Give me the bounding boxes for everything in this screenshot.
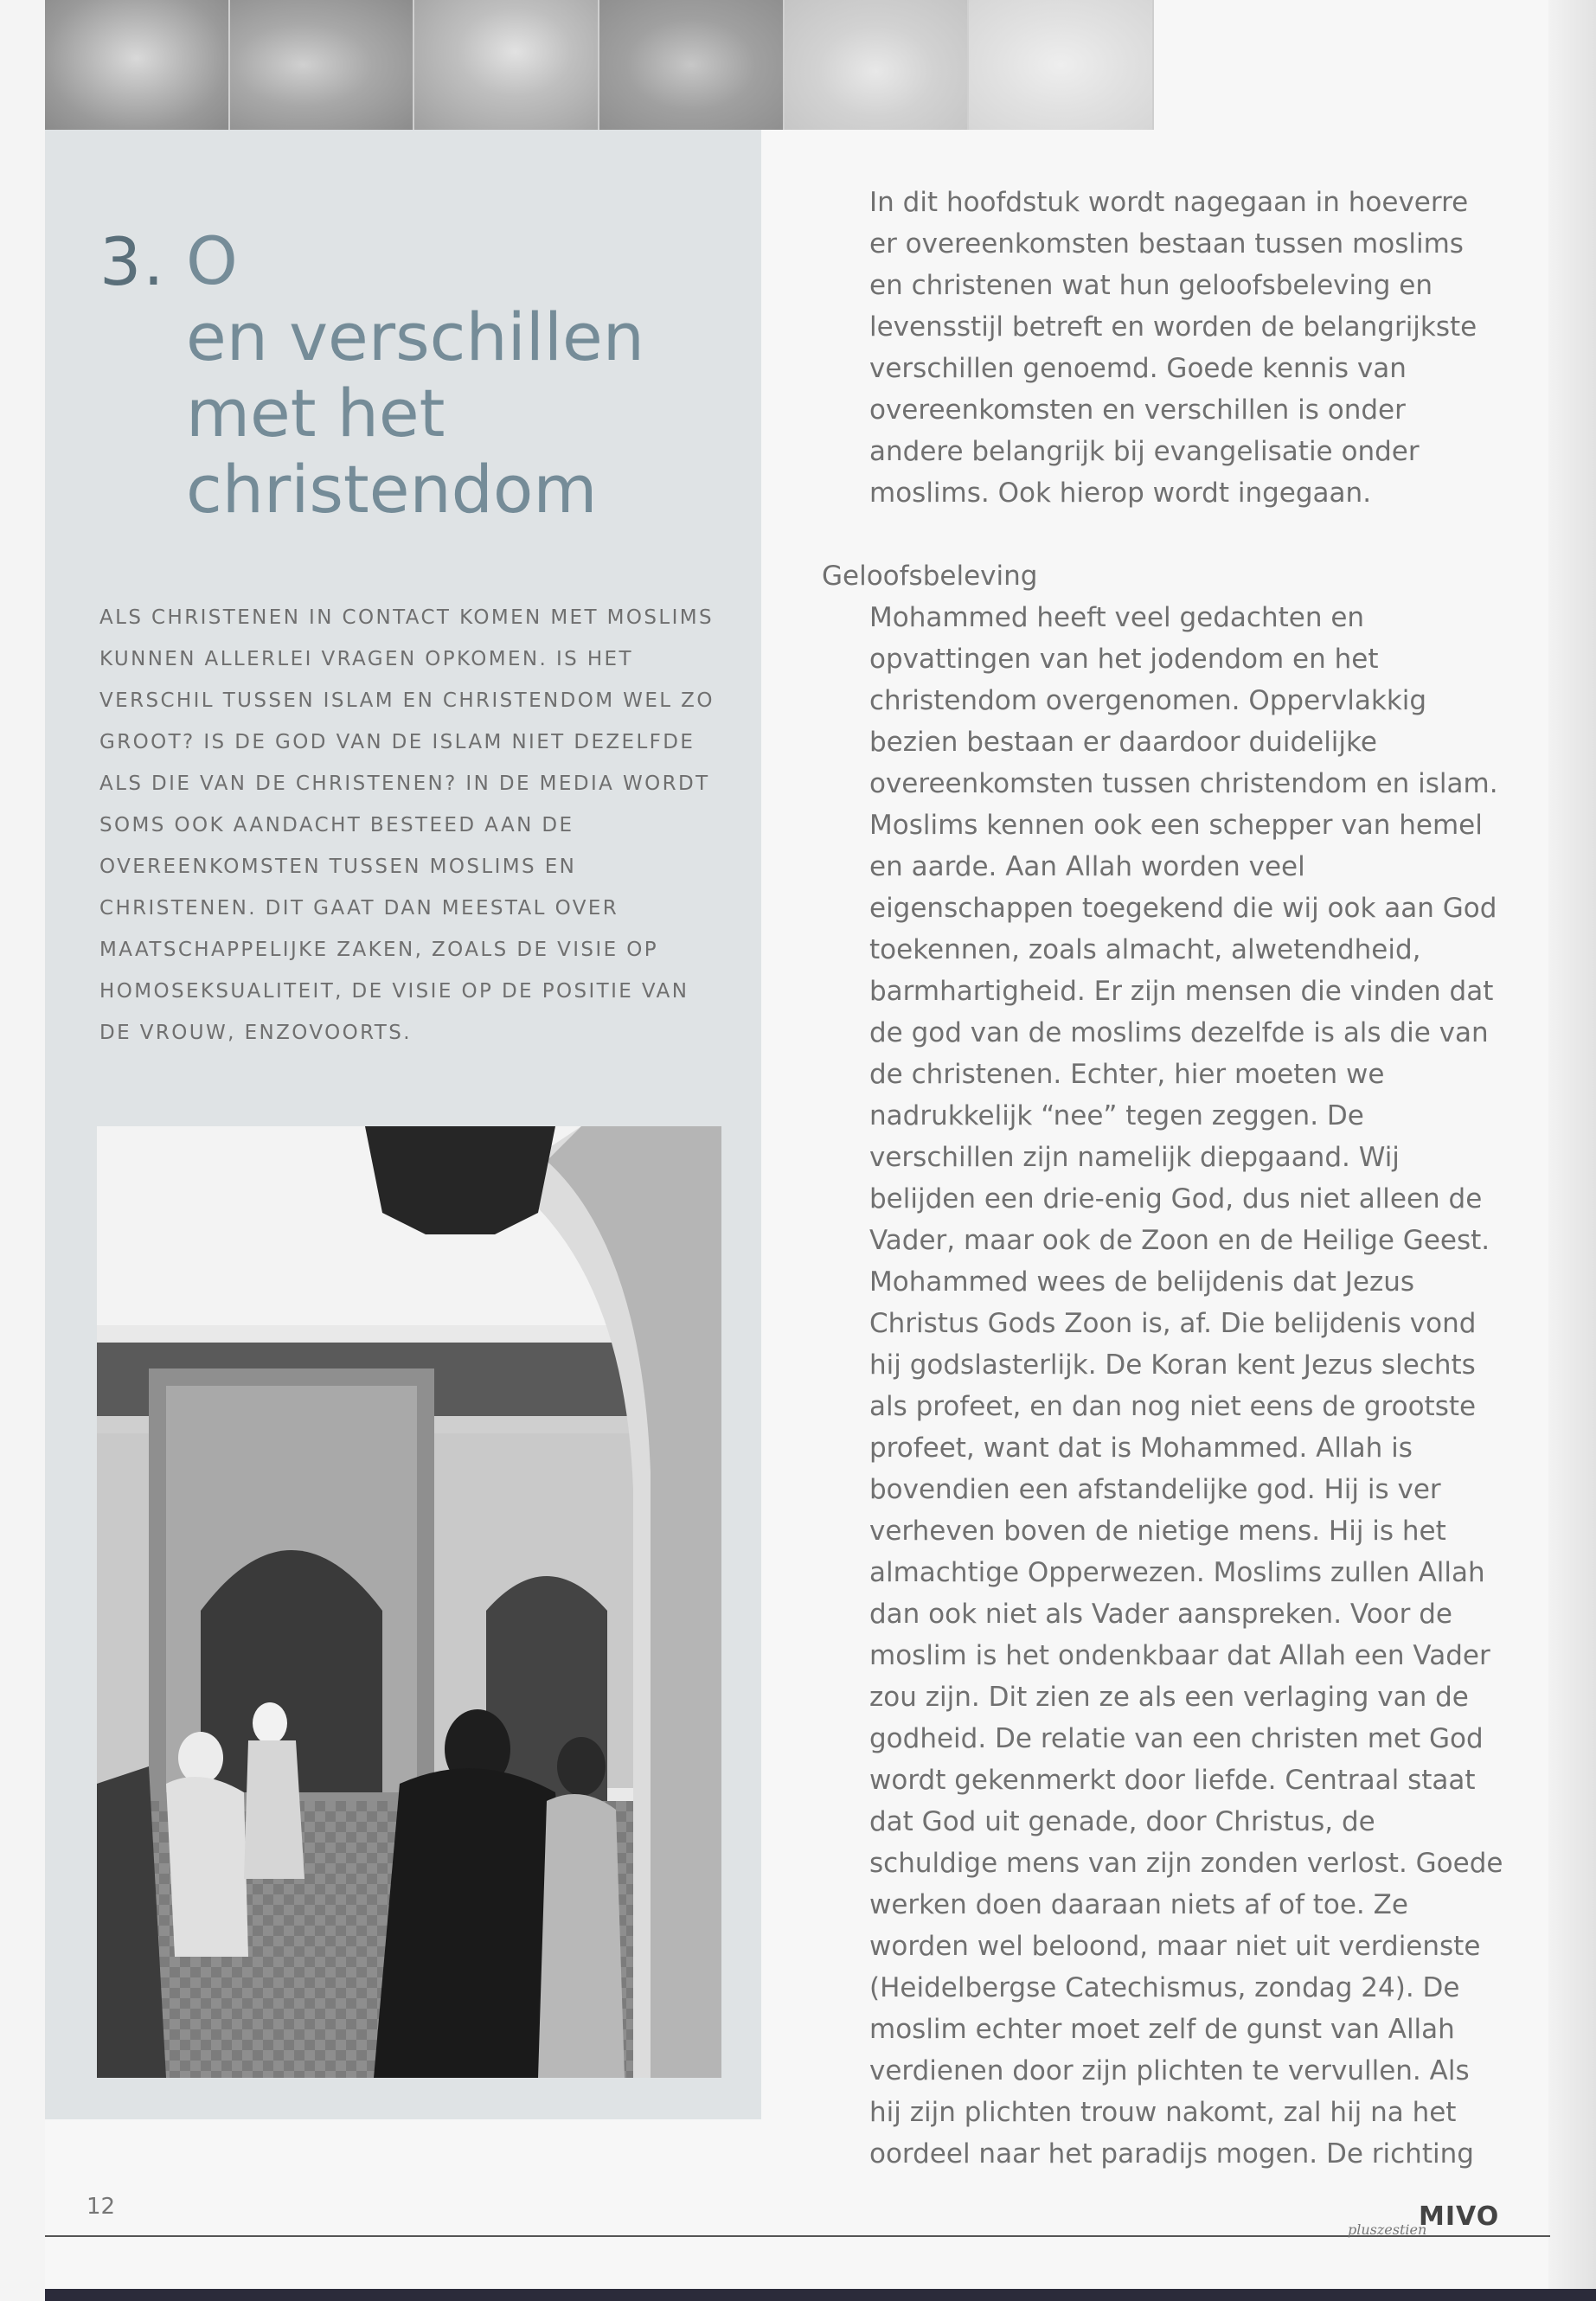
portrait-photo <box>45 0 230 130</box>
portrait-photo <box>599 0 785 130</box>
body-section-paragraph <box>869 597 1505 2175</box>
lead-text: In dit hoofdstuk wordt nagegaan in hoeverre er overeenkomsten bestaan tussen moslims en christenen wat hun geloofsbeleving en levensstijl betreft en worden de belangrijkste verschillen genoemd. Goede kennis van overeenkomsten en verschillen is onder andere belangrijk bij evangelisatie onder moslims. Ook hierop wordt ingegaan. <box>869 187 1477 509</box>
page-edge-right <box>1548 0 1596 2301</box>
brand-logo: MIVO <box>1419 2202 1500 2232</box>
section-text: Mohammed heeft veel gedachten en opvattingen van het jodendom en het christendom overgenomen. Oppervlakkig bezien bestaan er daardoor duidelijke overeenkomsten tussen christendom en islam. Moslims kennen ook een schepper van hemel en aarde. Aan Allah worden veel eigenschappen toegekend die wij ook aan God toekennen, zoals almacht, alwetendheid, barmhartigheid. Er zijn mensen die vinden dat de god van de moslims dezelfde is als die van de christenen. Echter, hier moeten we nadrukkelijk “nee” tegen zeggen. De verschillen zijn namelijk diepgaand. Wij belijden een drie-enig God, dus niet alleen de Vader, maar ook de Zoon en de Heilige Geest. Mohammed wees de belijdenis dat Jezus Christus Gods Zoon is, af. Die belijdenis vond hij godslasterlijk. De Koran kent Jezus slechts als profeet, en dan nog niet eens de grootste profeet, want dat is Mohammed. Allah is bovendien een afstandelijke god. Hij is ver verheven boven de nietige mens. Hij is het almachtige Opperwezen. Moslims zullen Allah dan ook niet als Vader aanspreken. Voor de moslim is het ondenkbaar dat Allah een Vader zou zijn. Dit zien ze als een verlaging van de godheid. De relatie van een christen met God wordt gekenmerkt door liefde. Centraal staat dat God uit genade, door Christus, de schuldige mens van zijn zonden verlost. Goede werken doen daaraan niets af of toe. Ze worden wel beloond, maar niet uit verdienste (Heidelbergse Catechismus, zondag 24). De moslim echter moet zelf de gunst van Allah verdienen door zijn plichten te vervullen. Als hij zijn plichten trouw nakomt, zal hij na het oordeel naar het paradijs mogen. De richting <box>869 602 1503 2170</box>
portrait-photo <box>414 0 599 130</box>
footer-rule <box>45 2235 1550 2237</box>
page-bottom-strip <box>45 2289 1596 2301</box>
body-lead-paragraph <box>869 182 1501 514</box>
page-edge-left <box>0 0 45 2301</box>
page-number: 12 <box>87 2194 116 2220</box>
portrait-photo <box>230 0 415 130</box>
chapter-title <box>186 223 740 528</box>
chapter-number: 3. <box>99 223 166 300</box>
portrait-photo <box>969 0 1154 130</box>
chapter-intro: ALS CHRISTENEN IN CONTACT KOMEN MET MOSLIMS KUNNEN ALLERLEI VRAGEN OPKOMEN. IS HET VERSCHIL TUSSEN ISLAM EN CHRISTENDOM WEL ZO GROOT? IS DE GOD VAN DE ISLAM NIET DEZELFDE ALS DIE VAN DE CHRISTENEN? IN DE MEDIA WORDT SOMS OOK AANDACHT BESTEED AAN DE OVEREENKOMSTEN TUSSEN MOSLIMS EN CHRISTENEN. DIT GAAT DAN MEESTAL OVER MAATSCHAPPELIJKE ZAKEN, ZOALS DE VISIE OP HOMOSEKSUALITEIT, DE VISIE OP DE POSITIE VAN DE VROUW, ENZOVOORTS. <box>99 606 715 1044</box>
mosque-courtyard-photo <box>97 1126 721 2078</box>
section-heading: Geloofsbeleving <box>822 561 1038 592</box>
chapter-title-line: christendom <box>186 451 598 528</box>
portrait-banner <box>45 0 1154 130</box>
brand-subtitle: pluszestien <box>1348 2221 1427 2238</box>
chapter-title-line: O <box>186 222 238 299</box>
portrait-photo <box>785 0 970 130</box>
chapter-title-line: met het <box>186 375 445 452</box>
chapter-title-line: en verschillen <box>186 298 644 375</box>
